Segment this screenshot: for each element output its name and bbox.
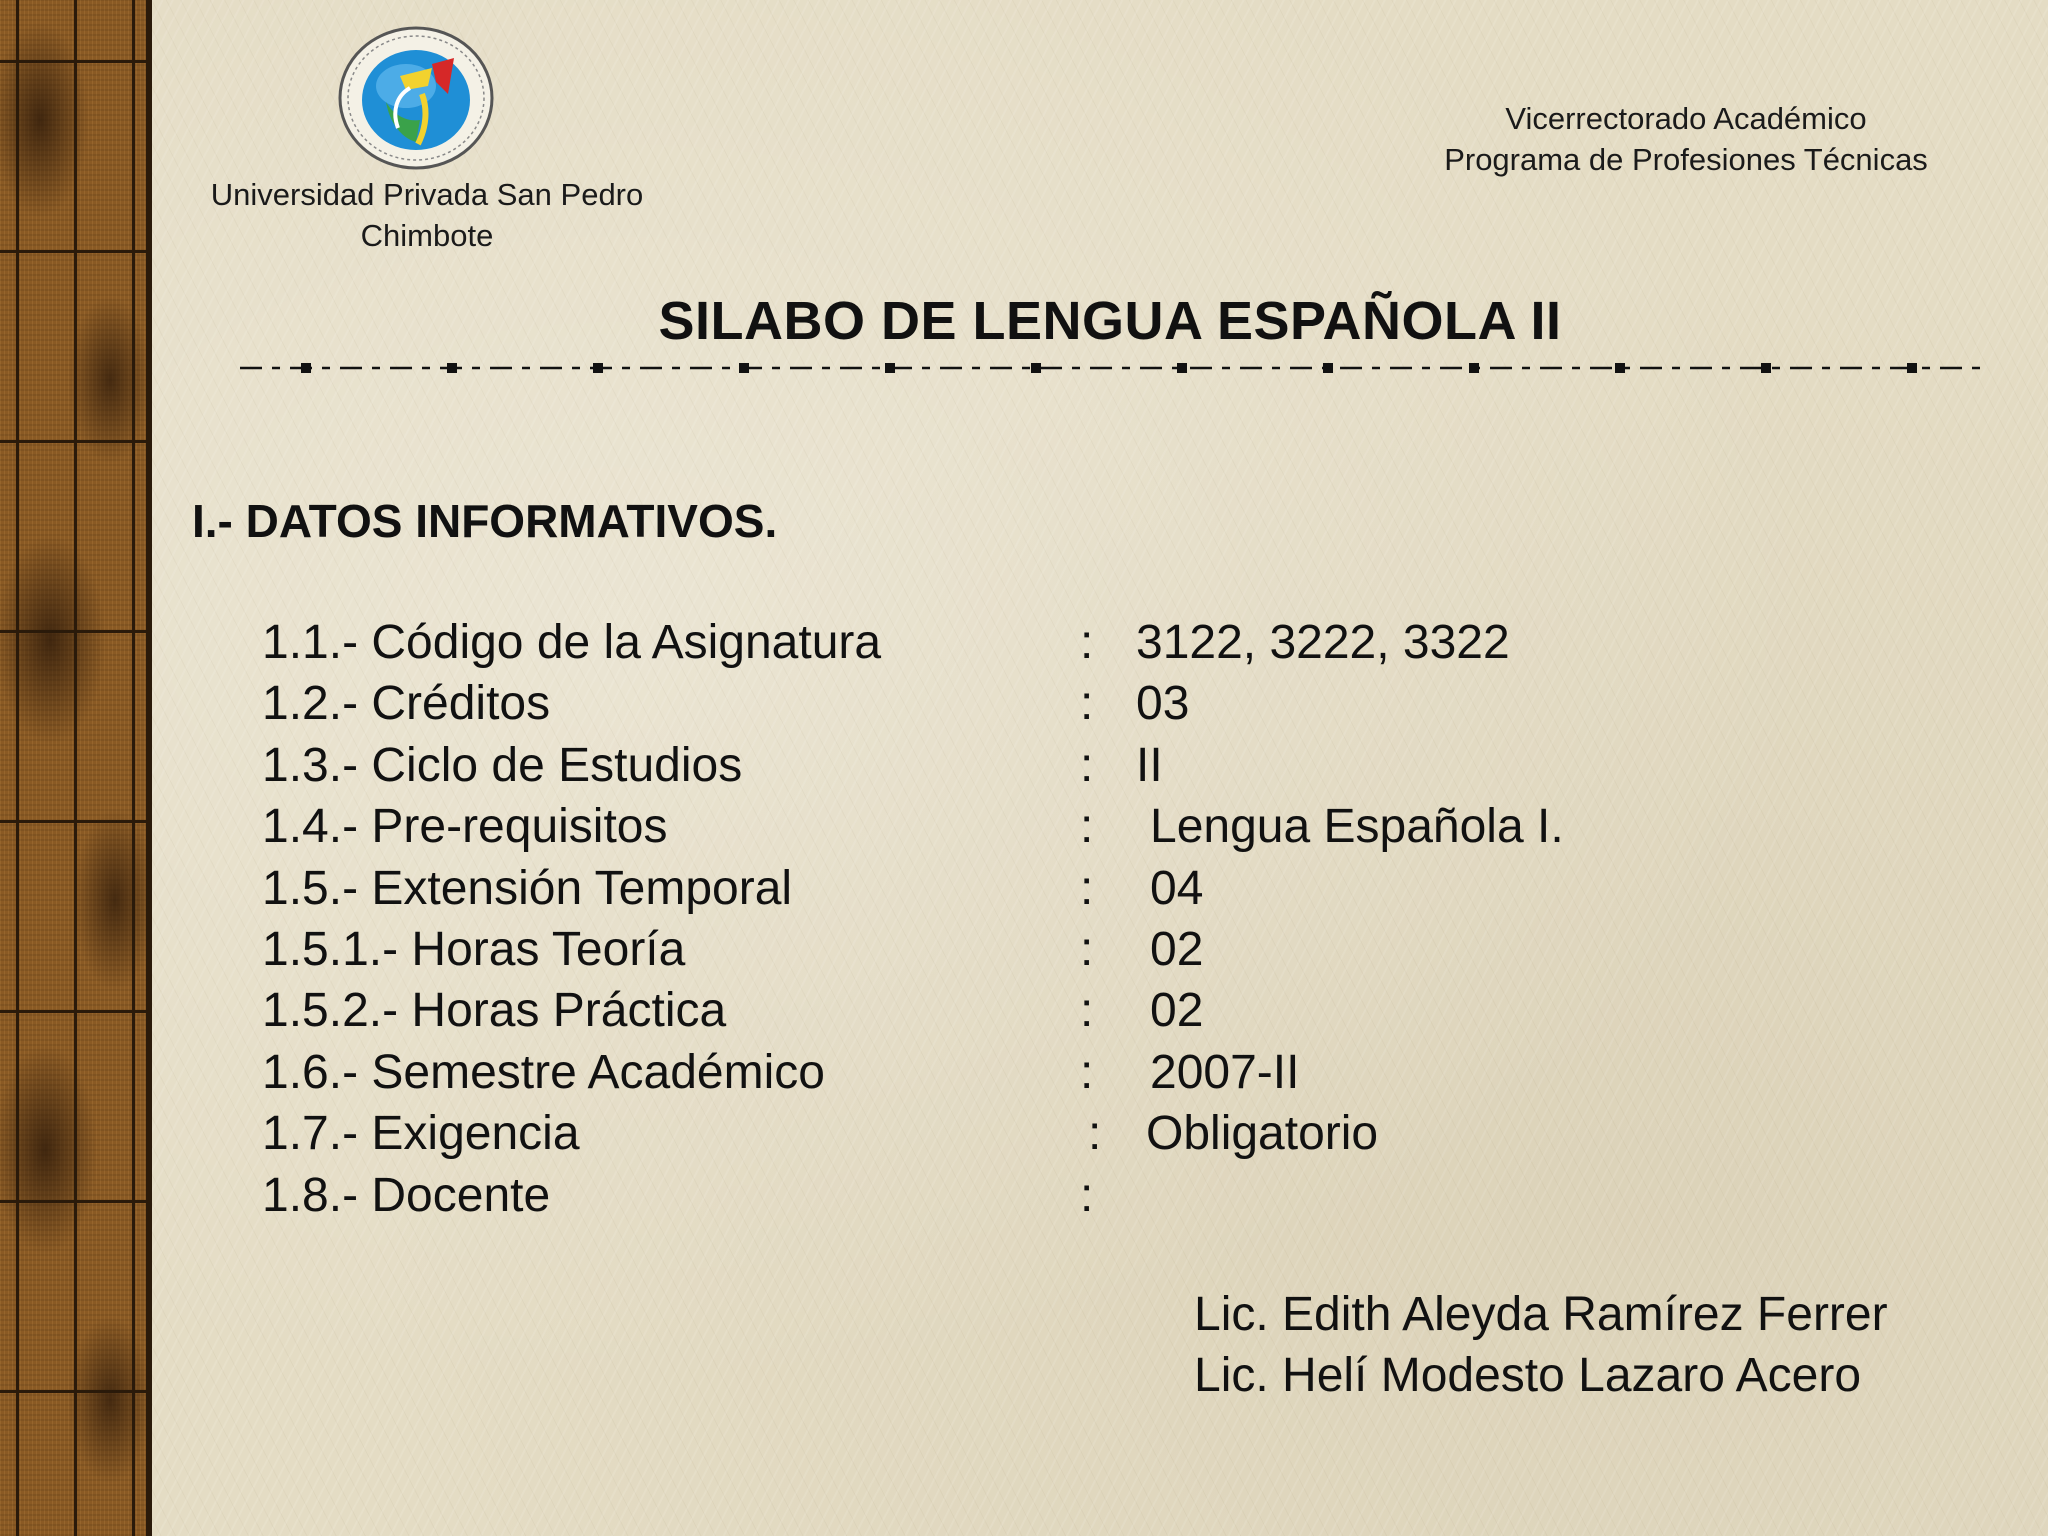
- divider-dot: [1615, 363, 1625, 373]
- row-label: 1.8.- Docente: [262, 1168, 551, 1222]
- row-value: 02: [1150, 922, 1204, 976]
- teacher-name: Lic. Edith Aleyda Ramírez Ferrer: [1194, 1288, 1888, 1341]
- dashed-divider: [240, 358, 1980, 378]
- row-colon: :: [1080, 861, 1094, 915]
- divider-dot: [593, 363, 603, 373]
- row-label: 1.5.2.- Horas Práctica: [262, 984, 727, 1038]
- row-label: 1.2.- Créditos: [262, 677, 551, 731]
- list-item: [262, 796, 1662, 857]
- row-value: Obligatorio: [1146, 1107, 1379, 1161]
- divider-dot: [1323, 363, 1333, 373]
- row-colon: :: [1088, 1107, 1102, 1161]
- row-colon: :: [1080, 1168, 1094, 1222]
- university-name: [192, 174, 662, 256]
- row-colon: :: [1080, 922, 1094, 976]
- row-label: 1.7.- Exigencia: [262, 1107, 580, 1161]
- row-value: 2007-II: [1150, 1045, 1300, 1099]
- row-colon: :: [1080, 677, 1094, 731]
- row-value: 04: [1150, 861, 1204, 915]
- row-value: 03: [1136, 677, 1190, 731]
- divider-dot: [447, 363, 457, 373]
- university-name-line1: Universidad Privada San Pedro: [210, 177, 644, 212]
- divider-dot: [1761, 363, 1771, 373]
- teacher-name: Lic. Helí Modesto Lazaro Acero: [1194, 1349, 1862, 1402]
- divider-dot: [1907, 363, 1917, 373]
- decorative-left-border: [0, 0, 152, 1536]
- row-value: Lengua Española I.: [1150, 800, 1564, 854]
- row-colon: :: [1080, 984, 1094, 1038]
- list-item: [262, 919, 1662, 980]
- row-label: 1.5.1.- Horas Teoría: [262, 922, 686, 976]
- program-label: Programa de Profesiones Técnicas: [1444, 142, 1928, 177]
- list-item: [262, 1103, 1662, 1164]
- vicerrectorado-label: Vicerrectorado Académico: [1505, 101, 1867, 136]
- divider-dot: [1177, 363, 1187, 373]
- row-value: 3122, 3222, 3322: [1136, 616, 1510, 669]
- university-seal-icon: [336, 24, 496, 172]
- row-label: 1.1.- Código de la Asignatura: [262, 616, 882, 669]
- row-colon: :: [1080, 738, 1094, 792]
- row-label: 1.6.- Semestre Académico: [262, 1045, 825, 1099]
- list-item: [262, 1042, 1662, 1103]
- university-city: Chimbote: [360, 218, 494, 253]
- divider-dot: [1469, 363, 1479, 373]
- row-colon: :: [1080, 616, 1094, 669]
- row-colon: :: [1080, 800, 1094, 854]
- list-item: [262, 612, 1662, 673]
- divider-dot: [739, 363, 749, 373]
- divider-dot: [1031, 363, 1041, 373]
- row-label: 1.5.- Extensión Temporal: [262, 861, 793, 915]
- list-item: [262, 858, 1662, 919]
- department-name: [1386, 98, 1986, 180]
- row-colon: :: [1080, 1045, 1094, 1099]
- row-label: 1.3.- Ciclo de Estudios: [262, 738, 743, 792]
- list-item: [262, 1165, 1662, 1226]
- row-value: II: [1136, 738, 1163, 792]
- divider-dot: [301, 363, 311, 373]
- row-value: 02: [1150, 984, 1204, 1038]
- teacher-list: [1194, 1284, 1888, 1406]
- list-item: [262, 673, 1662, 734]
- list-item: [262, 735, 1662, 796]
- page-title: SILABO DE LENGUA ESPAÑOLA II: [658, 291, 1562, 351]
- divider-dot: [885, 363, 895, 373]
- list-item: [262, 980, 1662, 1041]
- info-list: [262, 612, 1662, 1226]
- section-heading: I.- DATOS INFORMATIVOS.: [192, 495, 778, 547]
- row-label: 1.4.- Pre-requisitos: [262, 800, 668, 854]
